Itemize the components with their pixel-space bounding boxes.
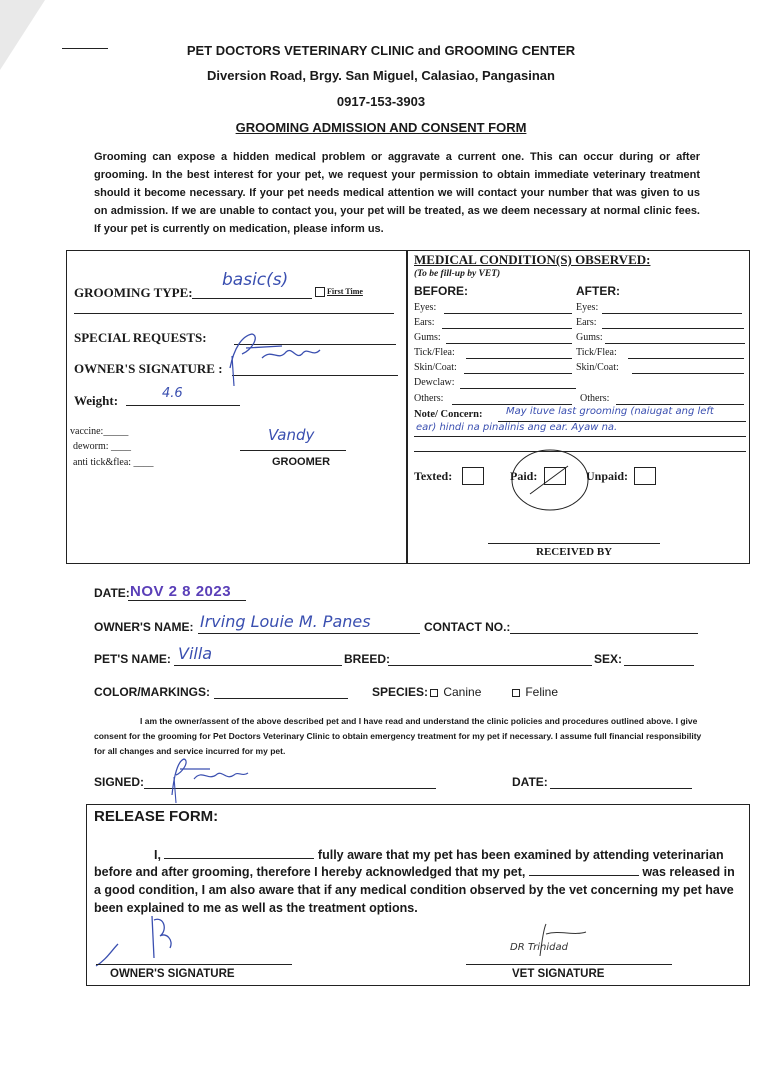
- species-feline-option[interactable]: [512, 685, 558, 699]
- canine-checkbox[interactable]: [430, 689, 438, 697]
- med-line-before-skin: [464, 373, 572, 374]
- med-row-eyes-after: Eyes:: [576, 302, 599, 313]
- owner-signature-scribble: [222, 328, 332, 388]
- contact-label: CONTACT NO.:: [424, 620, 511, 634]
- owner-sig-label: OWNER'S SIGNATURE: [110, 968, 235, 980]
- med-row-dewclaw: Dewclaw:: [414, 377, 455, 388]
- grooming-type-line: [192, 298, 312, 299]
- owner-name-label: OWNER'S NAME:: [94, 620, 194, 634]
- form-title: GROOMING ADMISSION AND CONSENT FORM: [235, 120, 527, 135]
- med-line-others-after: [616, 404, 744, 405]
- special-requests-label: SPECIAL REQUESTS:: [74, 330, 207, 345]
- signed-date-line: [550, 788, 692, 789]
- med-row-gums: Gums:: [414, 332, 441, 343]
- grooming-type-line-2: [74, 313, 394, 314]
- med-row-ears-after: Ears:: [576, 317, 597, 328]
- med-line-dewclaw: [460, 388, 576, 389]
- weight-label: Weight:: [74, 393, 119, 408]
- unpaid-checkbox[interactable]: [634, 467, 656, 485]
- med-line-before-eyes: [444, 313, 572, 314]
- groomer-name: Vandy: [268, 426, 315, 444]
- weight-value: 4.6: [162, 386, 183, 401]
- med-row-others-after: Others:: [580, 393, 610, 404]
- release-title: RELEASE FORM:: [94, 808, 219, 825]
- med-line-after-tick: [628, 358, 744, 359]
- date-label: DATE:: [94, 586, 130, 600]
- med-line-before-gums: [446, 343, 572, 344]
- med-line-after-gums: [605, 343, 745, 344]
- first-time-checkbox[interactable]: [315, 287, 363, 297]
- pet-name-value: Villa: [178, 644, 213, 663]
- groomer-line: [240, 450, 346, 451]
- medical-title: MEDICAL CONDITION(S) OBSERVED:: [414, 252, 651, 267]
- note-label: Note/ Concern:: [414, 409, 483, 420]
- color-line: [214, 698, 348, 699]
- paid-label: Paid:: [510, 469, 538, 483]
- clinic-phone: 0917-153-3903: [336, 94, 426, 109]
- med-row-others: Others:: [414, 393, 444, 404]
- page-corner-fold: [0, 0, 45, 70]
- paid-circle-mark: [504, 444, 594, 514]
- med-row-tick-after: Tick/Flea:: [576, 347, 617, 358]
- anti-tick-label: anti tick&flea: ____: [73, 457, 154, 468]
- med-line-before-ears: [442, 328, 572, 329]
- med-row-tick: Tick/Flea:: [414, 347, 455, 358]
- vet-sig-text: DR Trinidad: [510, 942, 568, 953]
- consent-paragraph: I am the owner/assent of the above described pet and I have read and understand the clinic policies and procedures outlined above. I give consent for the grooming for Pet Doctors Veterinary Clinic to obtain emergency treatment for my pet if necessary. I assume full financial responsibility for all changes and service incurred for my pet.: [94, 716, 702, 756]
- med-line-after-skin: [632, 373, 744, 374]
- release-line-3: a good condition, I am also aware that if any medical condition observed by the vet concerning my pet have: [94, 883, 734, 897]
- signed-scribble: [164, 755, 254, 805]
- release-line-2: before and after grooming, therefore I hereby acknowledged that my pet, was released in: [94, 865, 735, 879]
- feline-checkbox[interactable]: [512, 689, 520, 697]
- med-line-others: [452, 404, 572, 405]
- weight-line: [126, 405, 240, 406]
- before-label: BEFORE:: [414, 284, 468, 298]
- sex-label: SEX:: [594, 652, 623, 666]
- med-row-skin-after: Skin/Coat:: [576, 362, 619, 373]
- owner-name-value: Irving Louie M. Panes: [200, 612, 371, 631]
- groomer-label: GROOMER: [272, 456, 331, 468]
- clinic-address: Diversion Road, Brgy. San Miguel, Calasiao, Pangasinan: [207, 68, 555, 83]
- intro-paragraph: Grooming can expose a hidden medical problem or aggravate a current one. This can occur during or after grooming. In the best interest for your pet, we request your permission to obtain immediate veterinary treatment should it become necessary. If your pet needs medical attention we will contact your number that was given to us on admission. If we are unable to contact you, your pet will be treated, as we deem necessary at normal clinic fees. If your pet is currently on medication, please inform us.: [94, 151, 700, 235]
- release-owner-signature: [92, 910, 192, 970]
- breed-label: BREED:: [344, 652, 391, 666]
- deworm-label: deworm: ____: [73, 441, 132, 452]
- med-row-gums-after: Gums:: [576, 332, 603, 343]
- color-label: COLOR/MARKINGS:: [94, 685, 210, 699]
- med-line-before-tick: [466, 358, 572, 359]
- release-line-1: I, fully aware that my pet has been examined by attending veterinarian: [154, 848, 724, 862]
- pet-name-line: [174, 665, 342, 666]
- release-line-4: been explained to me as well as the treatment options.: [94, 901, 418, 915]
- owner-signature-label: OWNER'S SIGNATURE :: [74, 361, 223, 376]
- received-by-line: [488, 543, 660, 544]
- after-label: AFTER:: [576, 284, 620, 298]
- medical-subtitle: (To be fill-up by VET): [414, 269, 501, 279]
- texted-label: Texted:: [414, 469, 453, 483]
- signed-label: SIGNED:: [94, 775, 145, 789]
- note-text-1: May ituve last grooming (naiugat ang left: [506, 406, 714, 417]
- vet-sig-label: VET SIGNATURE: [512, 968, 605, 980]
- grooming-type-value: basic(s): [222, 270, 289, 290]
- sex-line: [624, 665, 694, 666]
- med-line-after-ears: [602, 328, 744, 329]
- contact-line: [510, 633, 698, 634]
- date-stamp: NOV 2 8 2023: [130, 583, 232, 600]
- feline-label: Feline: [525, 685, 559, 699]
- vet-sig-line: [466, 964, 672, 965]
- canine-label: Canine: [443, 685, 482, 699]
- received-by-label: RECEIVED BY: [536, 546, 613, 558]
- note-line-2: [414, 436, 746, 437]
- vet-signature-scribble: [510, 920, 590, 960]
- species-label: SPECIES:: [372, 685, 429, 699]
- note-text-2: ear) hindi na pinalinis ang ear. Ayaw na.: [416, 422, 618, 433]
- unpaid-label: Unpaid:: [586, 469, 629, 483]
- species-canine-option[interactable]: [430, 685, 481, 699]
- med-row-skin: Skin/Coat:: [414, 362, 457, 373]
- med-row-ears: Ears:: [414, 317, 435, 328]
- grooming-type-label: GROOMING TYPE:: [74, 285, 193, 300]
- pet-name-label: PET'S NAME:: [94, 652, 171, 666]
- first-time-label: First Time: [327, 287, 363, 296]
- first-time-box[interactable]: [315, 287, 325, 297]
- signed-date-label: DATE:: [512, 775, 548, 789]
- breed-line: [388, 665, 592, 666]
- owner-name-line: [198, 633, 420, 634]
- texted-checkbox[interactable]: [462, 467, 484, 485]
- clinic-name: PET DOCTORS VETERINARY CLINIC and GROOMING CENTER: [186, 43, 576, 58]
- vaccine-label: vaccine:_____: [70, 426, 129, 437]
- date-line: [128, 600, 246, 601]
- owner-sig-line: [96, 964, 292, 965]
- med-row-eyes: Eyes:: [414, 302, 437, 313]
- med-line-after-eyes: [602, 313, 742, 314]
